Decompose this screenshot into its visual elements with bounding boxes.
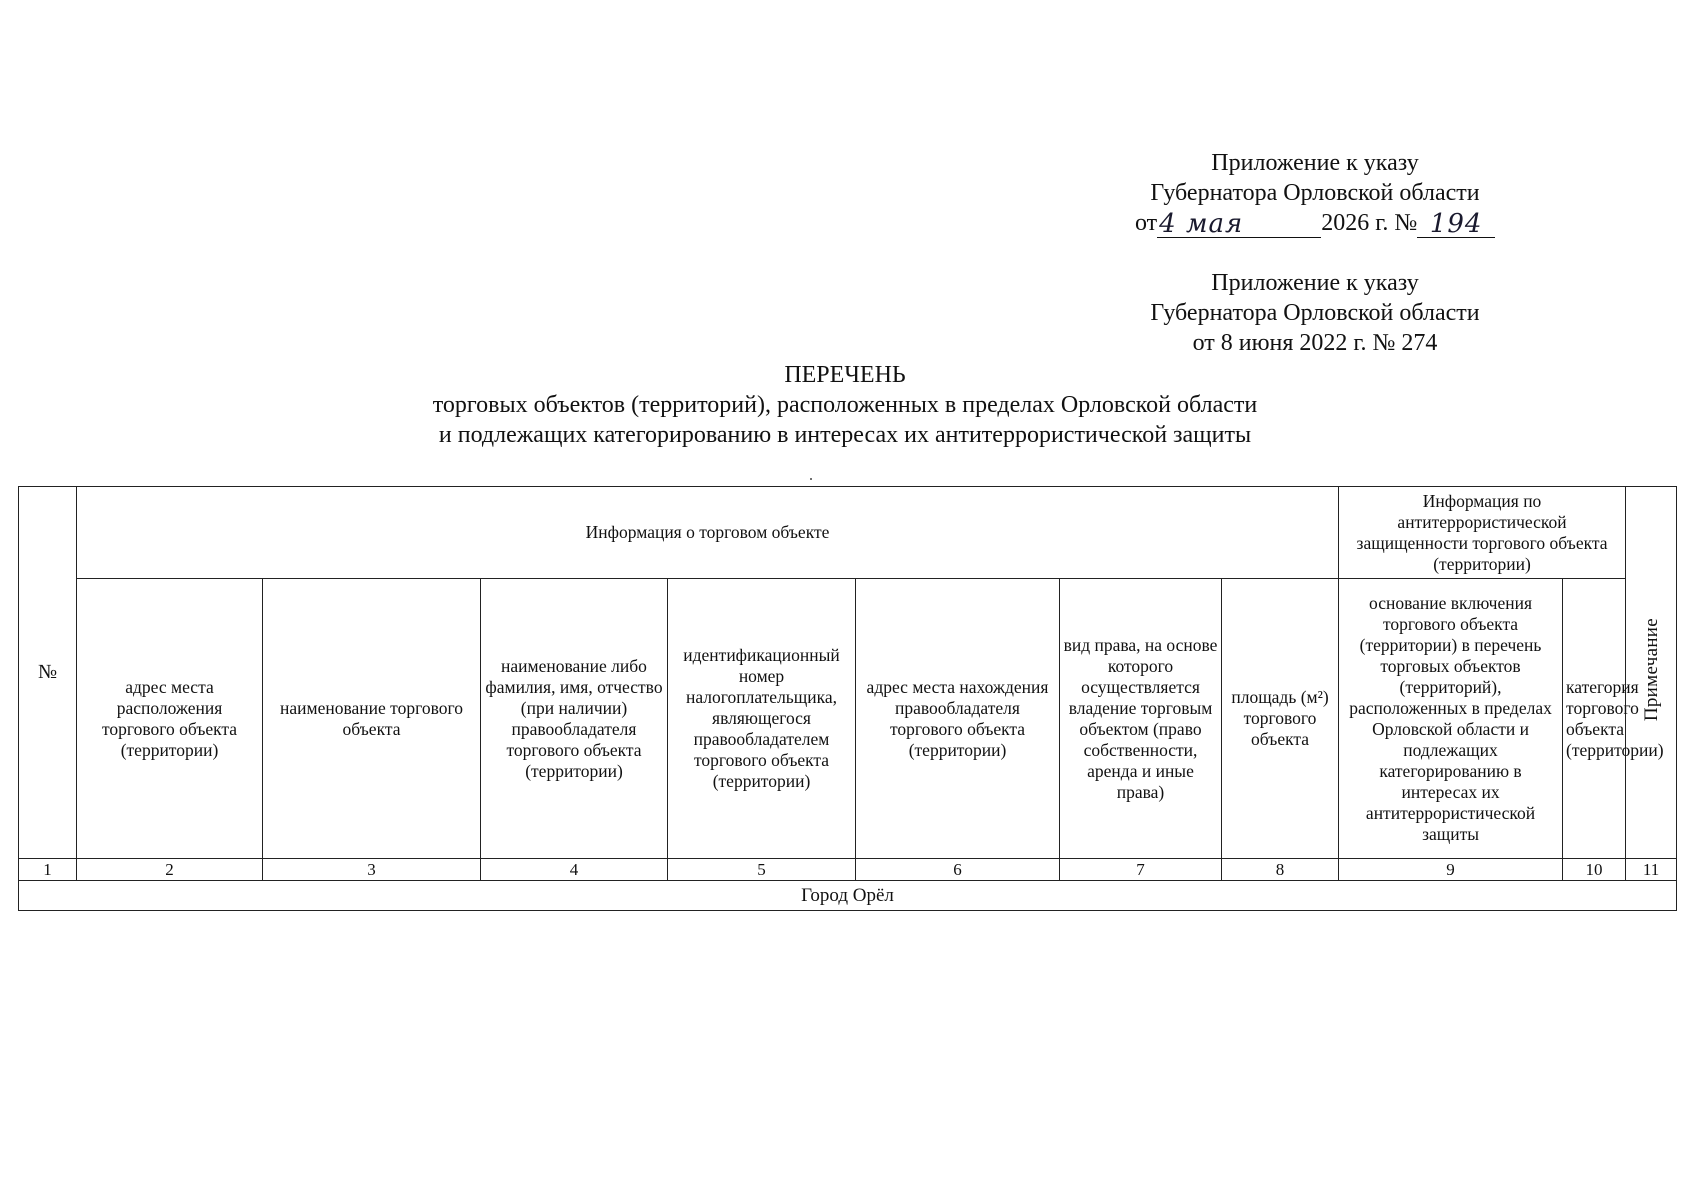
from-prefix: от [1135,210,1158,236]
appendix-original-line3: от 8 июня 2022 г. № 274 [1192,330,1438,356]
scan-dot [810,478,812,480]
header-row-columns [19,579,1677,859]
header-area: площадь (м²) торгового объекта [1222,579,1339,859]
header-owner-name: наименование либо фамилия, имя, отчество (при наличии) правообладателя торгового объекта (территории) [481,579,668,859]
header-inclusion-basis: основание включения торгового объекта (территории) в перечень торговых объектов (территорий), расположенных в пределах Орловской области и подлежащих категорированию в интересах их антитеррористической защиты [1339,579,1563,859]
column-number: 6 [856,859,1060,881]
appendix-original [1135,268,1495,358]
column-number: 8 [1222,859,1339,881]
header-group-security: Информация по антитеррористической защищенности торгового объекта (территории) [1339,487,1626,579]
handwritten-date: 4 мая [1157,211,1321,238]
header-owner-address: адрес места нахождения правообладателя торгового объекта (территории) [856,579,1060,859]
column-numbers-row [19,859,1677,881]
header-object-name: наименование торгового объекта [263,579,481,859]
appendix-original-line2: Губернатора Орловской области [1150,300,1480,326]
appendix-current-date-line [1135,208,1495,238]
appendix-original-line1: Приложение к указу [1211,270,1419,296]
header-category: категория торгового объекта (территории) [1563,579,1626,859]
column-number: 5 [668,859,856,881]
appendix-current [1135,148,1495,238]
section-row [19,881,1677,911]
column-number: 9 [1339,859,1563,881]
title-line1: торговых объектов (территорий), расположенных в пределах Орловской области [432,392,1258,418]
column-number: 10 [1563,859,1626,881]
column-number: 2 [77,859,263,881]
column-number: 3 [263,859,481,881]
header-object-address: адрес места расположения торгового объекта (территории) [77,579,263,859]
handwritten-number: 194 [1417,211,1495,238]
objects-table [18,486,1677,911]
appendix-current-line2: Губернатора Орловской области [1150,180,1480,206]
appendix-current-line1: Приложение к указу [1211,150,1419,176]
column-number: 11 [1626,859,1677,881]
header-note [1626,487,1677,859]
column-number: 1 [19,859,77,881]
header-right-type: вид права, на основе которого осуществляется владение торговым объектом (право собственности, аренда и иные права) [1060,579,1222,859]
column-number: 7 [1060,859,1222,881]
title-line2: и подлежащих категорированию в интересах их антитеррористической защиты [438,422,1252,448]
header-group-info: Информация о торговом объекте [77,487,1339,579]
header-row-groups [19,487,1677,579]
header-owner-inn: идентификационный номер налогоплательщика, являющегося правообладателем торгового объекта (территории) [668,579,856,859]
header-number: № [19,487,77,859]
document-title [330,360,1360,450]
section-city: Город Орёл [19,881,1677,911]
header-note-label: Примечание [1640,618,1662,722]
year-text: 2026 г. № [1321,210,1418,236]
column-number: 4 [481,859,668,881]
title-heading: ПЕРЕЧЕНЬ [784,362,906,388]
